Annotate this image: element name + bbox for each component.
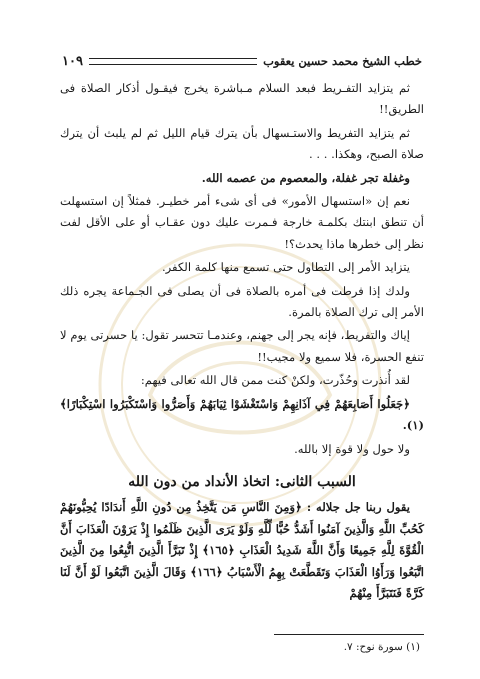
quran-passage [60,497,424,604]
paragraph: لقد أُنذرت وحُذّرت، ولكنْ كنت ممن قال الله تعالى فيهم: [140,373,410,388]
page-body [60,78,424,606]
paragraph: ثم يتزايد التفريط والاستـسهال بأن يترك قيام الليل ثم لم يلبث أن يترك صلاة الصبح، وهكذا. . . . [60,125,424,162]
paragraph: إياك والتفريط، فإنه يجر إلى جهنم، وعندمـا تتحسر تقول: يا حسرتى يوم لا تنفع الحسرة، فلا سميع ولا مجيب!! [60,328,424,364]
quran-verse: ﴿وَمِنَ النَّاسِ مَن يَتَّخِذُ مِن دُونِ اللَّهِ أَندَادًا يُحِبُّونَهُمْ كَحُبِّ اللَّهِ وَالَّذِينَ آمَنُوا أَشَدُّ حُبًّا لِّلَّهِ وَلَوْ يَرَى الَّذِينَ ظَلَمُوا إِذْ يَرَوْنَ الْعَذَابَ أَنَّ الْقُوَّةَ لِلَّهِ جَمِيعًا وَأَنَّ اللَّهَ شَدِيدُ الْعَذَابِ ﴿١٦٥﴾ إِذْ تَبَرَّأَ الَّذِينَ اتُّبِعُوا مِنَ الَّذِينَ اتَّبَعُوا وَرَأَوُا الْعَذَابَ وَتَقَطَّعَتْ بِهِمُ الْأَسْبَابُ ﴿١٦٦﴾ وَقَالَ الَّذِينَ اتَّبَعُوا لَوْ أَنَّ لَنَا كَرَّةً فَنَتَبَرَّأَ مِنْهُمْ [60,500,424,600]
section-intro: يقول ربنا جل جلاله : [306,500,410,515]
header-rule [89,58,257,65]
paragraph: نعم إن «استسهال الأمور» فى أى شىء أمر خطيـر. فمثلاً إن استسهلت أن تنطق ابنتك بكلمـة خارجة فـمرت عليك دون عقـاب أو على الأقل لفت نظر إلى خطرها ماذا يحدث؟! [60,194,424,251]
book-title: خطب الشيخ محمد حسين يعقوب [263,54,422,68]
paragraph: ولدك إذا فرطت فى أمره بالصلاة فى أن يصلى فى الجـماعة يجره ذلك الأمر إلى ترك الصلاة بالمرة. [60,283,424,320]
section-title: السبب الثانى: اتخاذ الأنداد من دون الله [128,473,356,490]
footnote-rule [274,634,424,635]
page-header [62,50,422,72]
paragraph: وغفلة تجر غفلة، والمعصوم من عصمه الله. [201,170,410,185]
footnote: (١) سورة نوح: ٧. [343,641,420,653]
paragraph: ثم يتزايد التفـريط فبعد السلام مـباشرة يخرج فيقـول أذكار الصلاة فى الطريق!! [60,81,424,117]
closing-line: ولا حول ولا قوة إلا بالله. [294,441,410,456]
page-number: ١٠٩ [62,53,83,69]
paragraph: يتزايد الأمر إلى التطاول حتى تسمع منها كلمة الكفر. [161,260,410,275]
quran-verse: ﴿جَعَلُوا أَصَابِعَهُمْ فِي آذَانِهِمْ وَاسْتَغْشَوْا ثِيَابَهُمْ وَأَصَرُّوا وَاسْتَكْبَرُوا اسْتِكْبَارًا﴾ (١). [60,396,424,433]
